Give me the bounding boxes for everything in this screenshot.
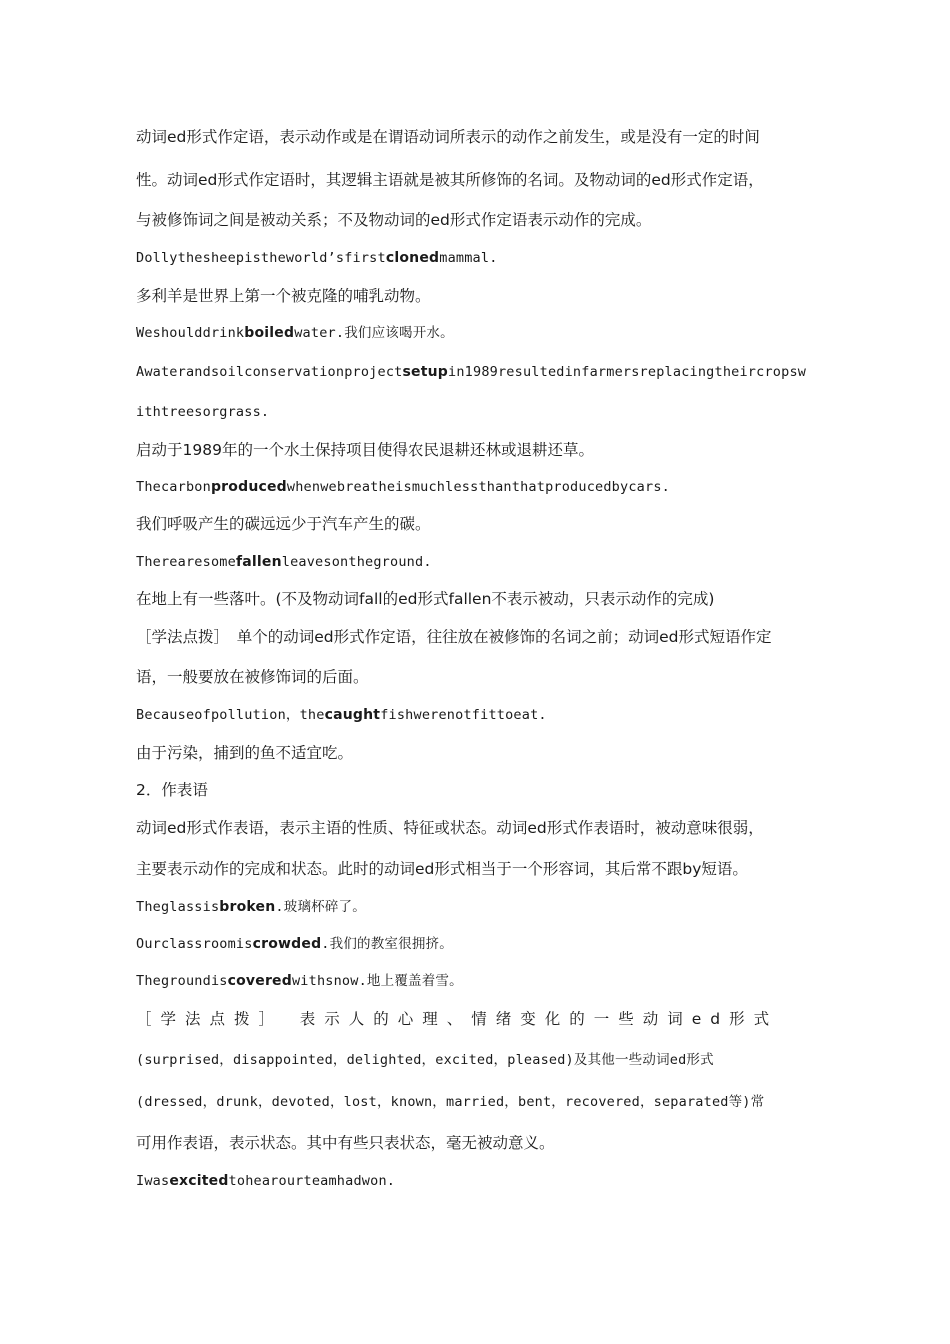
highlighted-verb: cloned [385, 250, 440, 266]
example-sentence: ithtreesorgrass. [136, 404, 270, 420]
highlighted-verb: crowded [252, 936, 322, 952]
example-sentence: Becauseofpollution，thecaughtfishwerenotfittoeat. [136, 707, 547, 723]
highlighted-verb: fallen [235, 554, 282, 570]
paragraph-line: 与被修饰词之间是被动关系；不及物动词的ed形式作定语表示动作的完成。 [136, 211, 652, 229]
highlighted-verb: excited [169, 1173, 229, 1189]
paragraph-line: 动词ed形式作定语，表示动作或是在谓语动词所表示的动作之前发生，或是没有一定的时间 [136, 128, 760, 146]
translation-line: 在地上有一些落叶。(不及物动词fall的ed形式fallen不表示被动，只表示动作的完成) [136, 590, 715, 608]
example-sentence: Iwasexcitedtohearourteamhadwon. [136, 1173, 396, 1189]
paragraph-line: 主要表示动作的完成和状态。此时的动词ed形式相当于一个形容词，其后常不跟by短语。 [136, 860, 748, 878]
translation-line: 我们呼吸产生的碳远远少于汽车产生的碳。 [136, 515, 431, 533]
tip-line: (surprised，disappointed，delighted，excited，pleased)及其他一些动词ed形式 [136, 1052, 714, 1068]
example-sentence: Therearesomefallenleavesontheground. [136, 554, 432, 570]
translation-line: 启动于1989年的一个水土保持项目使得农民退耕还林或退耕还草。 [136, 441, 594, 459]
highlighted-verb: setup [402, 364, 449, 380]
example-sentence: Theglassisbroken.玻璃杯碎了。 [136, 899, 366, 915]
highlighted-verb: covered [227, 973, 292, 989]
example-sentence: Ourclassroomiscrowded.我们的教室很拥挤。 [136, 936, 453, 952]
paragraph-line: 动词ed形式作表语，表示主语的性质、特征或状态。动词ed形式作表语时，被动意味很弱， [136, 819, 764, 837]
example-sentence: Thecarbonproducedwhenwebreatheismuchlessthanthatproducedbycars. [136, 479, 670, 495]
section-heading: 2．作表语 [136, 781, 208, 799]
tip-line: 可用作表语，表示状态。其中有些只表状态，毫无被动意义。 [136, 1134, 555, 1152]
example-sentence: Thegroundiscoveredwithsnow.地上覆盖着雪。 [136, 973, 463, 989]
example-sentence: Awaterandsoilconservationprojectsetupin1989resultedinfarmersreplacingtheircropsw [136, 364, 807, 380]
example-sentence: Weshoulddrinkboiledwater.我们应该喝开水。 [136, 325, 454, 341]
highlighted-verb: caught [324, 707, 381, 723]
translation-line: 由于污染，捕到的鱼不适宜吃。 [136, 744, 354, 762]
highlighted-verb: produced [210, 479, 287, 495]
tip-line: (dressed，drunk，devoted，lost，known，married，bent，recovered，separated等)常 [136, 1094, 765, 1110]
highlighted-verb: boiled [244, 325, 295, 341]
tip-line: ［学法点拨］ 表示人的心理、情绪变化的一些动词ed形式 [136, 1010, 779, 1028]
translation-line: 多利羊是世界上第一个被克隆的哺乳动物。 [136, 287, 431, 305]
paragraph-line: 性。动词ed形式作定语时，其逻辑主语就是被其所修饰的名词。及物动词的ed形式作定语， [136, 171, 764, 189]
highlighted-verb: broken [219, 899, 276, 915]
example-sentence: Dollythesheepistheworld’sfirstclonedmammal. [136, 250, 498, 266]
tip-line: 语，一般要放在被修饰词的后面。 [136, 668, 369, 686]
tip-line: ［学法点拨］ 单个的动词ed形式作定语，往往放在被修饰的名词之前；动词ed形式短语作定 [136, 628, 772, 646]
